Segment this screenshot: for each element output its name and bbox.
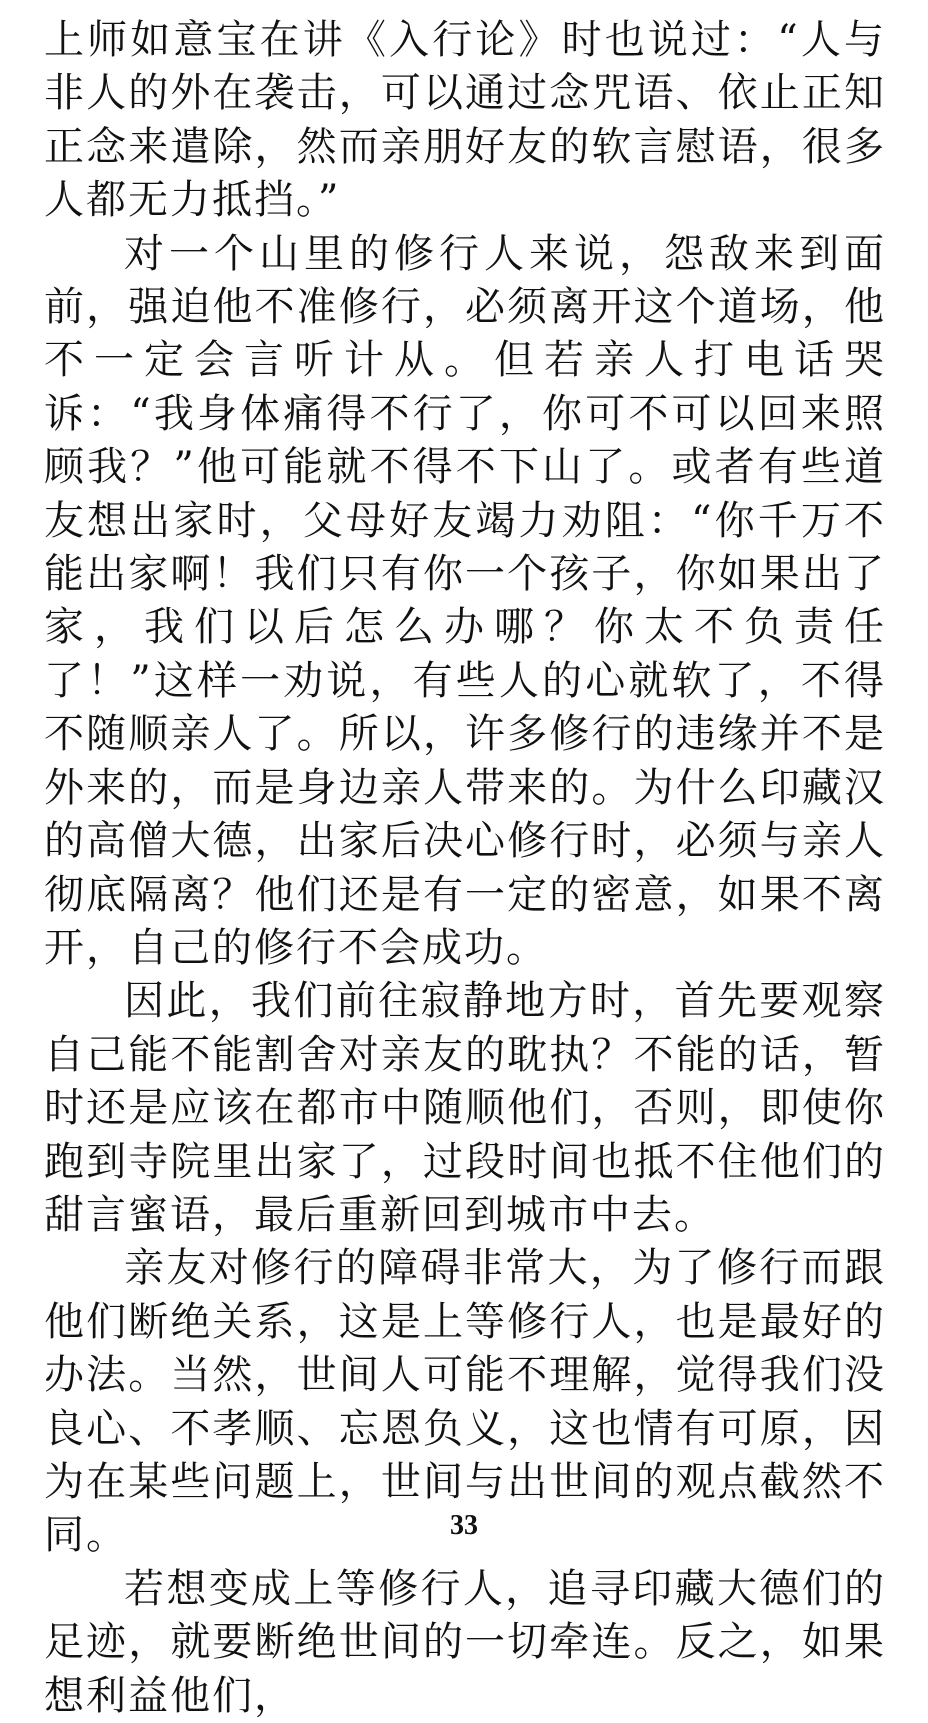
page-number: 33 — [450, 1510, 478, 1541]
paragraph-5: 若想变成上等修行人，追寻印藏大德们的足迹，就要断绝世间的一切牵连。反之，如果想利益他们， — [44, 1565, 886, 1719]
paragraph-1: 上师如意宝在讲《入行论》时也说过：“人与非人的外在袭击，可以通过念咒语、依止正知正念来遣除，然而亲朋好友的软言慰语，很多人都无力抵挡。” — [44, 17, 886, 224]
paragraph-2: 对一个山里的修行人来说，怨敌来到面前，强迫他不准修行，必须离开这个道场，他不一定会言听计从。但若亲人打电话哭诉：“我身体痛得不行了，你可不可以回来照顾我？”他可能就不得不下山了。或者有些道友想出家时，父母好友竭力劝阻：“你千万不能出家啊！我们只有你一个孩子，你如果出了家，我们以后怎么办哪？你太不负责任了！”这样一劝说，有些人的心就软了，不得不随顺亲人了。所以，许多修行的违缘并不是外来的，而是身边亲人带来的。为什么印藏汉的高僧大德，出家后决心修行时，必须与亲人彻底隔离？他们还是有一定的密意，如果不离开，自己的修行不会成功。 — [44, 230, 886, 971]
page-body — [44, 14, 886, 1723]
paragraph-4: 亲友对修行的障碍非常大，为了修行而跟他们断绝关系，这是上等修行人，也是最好的办法。当然，世间人可能不理解，觉得我们没良心、不孝顺、忘恩负义，这也情有可原，因为在某些问题上，世间与出世间的观点截然不同。 — [44, 1245, 886, 1559]
paragraph-3: 因此，我们前往寂静地方时，首先要观察自己能不能割舍对亲友的耽执？不能的话，暂时还是应该在都市中随顺他们，否则，即使你跑到寺院里出家了，过段时间也抵不住他们的甜言蜜语，最后重新回到城市中去。 — [44, 978, 886, 1238]
